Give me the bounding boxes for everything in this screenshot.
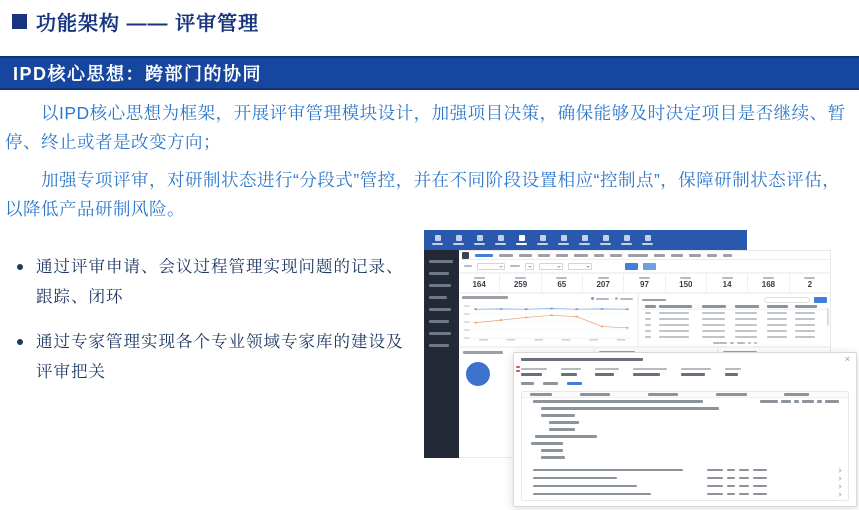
- field-value: [681, 373, 705, 376]
- modal-tabs: [521, 382, 849, 388]
- dashboard-sidebar: [424, 250, 459, 458]
- line-chart: [462, 302, 634, 342]
- field-label: [561, 368, 581, 370]
- tab[interactable]: [556, 254, 568, 257]
- value-text: [707, 469, 723, 472]
- legend-dot-icon: [591, 297, 594, 300]
- nav-item[interactable]: [558, 235, 569, 245]
- value-text: [753, 477, 767, 480]
- sidebar-item[interactable]: [429, 344, 449, 347]
- stat-card: [459, 274, 500, 292]
- nav-item-label: [432, 243, 443, 245]
- table-panel-header: [642, 296, 827, 304]
- app-icon: [540, 235, 546, 241]
- tab[interactable]: [707, 254, 717, 257]
- review-table-panel: [639, 294, 830, 346]
- value-text: [727, 469, 735, 472]
- sidebar-item[interactable]: [429, 320, 449, 323]
- pagination-item[interactable]: [737, 342, 745, 344]
- app-icon: [561, 235, 567, 241]
- app-icon: [645, 235, 651, 241]
- filter-select[interactable]: [477, 263, 505, 270]
- table-cell: [767, 312, 787, 314]
- modal-table-row[interactable]: [527, 482, 843, 490]
- modal-table-row[interactable]: [527, 490, 843, 498]
- modal-tree-line[interactable]: [527, 433, 843, 440]
- sidebar-item[interactable]: [429, 260, 453, 263]
- table-search-button[interactable]: [814, 297, 827, 303]
- modal-content-box: [521, 391, 849, 501]
- legend-item: [591, 297, 609, 300]
- app-icon: [519, 235, 525, 241]
- page-title-text: 功能架构 —— 评审管理: [36, 13, 260, 35]
- stat-label: [804, 277, 815, 279]
- mini-table: [642, 304, 827, 340]
- nav-item[interactable]: [516, 235, 527, 245]
- modal-titlebar: [521, 354, 850, 364]
- modal-tree-line[interactable]: [527, 419, 843, 426]
- bullet-dot-icon: [17, 339, 23, 345]
- table-cell: [702, 318, 725, 320]
- filter-select[interactable]: [525, 263, 534, 270]
- dashboard-screenshot: [424, 230, 857, 508]
- value-text: [739, 485, 749, 488]
- modal-tab[interactable]: [543, 382, 558, 385]
- app-icon: [498, 235, 504, 241]
- table-cell: [659, 312, 689, 314]
- nav-item-label: [558, 243, 569, 245]
- column-header: [784, 393, 809, 396]
- table-cell: [659, 336, 689, 338]
- modal-table-rows: [527, 466, 843, 498]
- required-flags: [516, 366, 520, 372]
- stat-card: [624, 274, 665, 292]
- modal-tree-line[interactable]: [527, 398, 843, 405]
- field-value: [725, 373, 738, 376]
- sidebar-item[interactable]: [429, 308, 451, 311]
- value-text: [739, 477, 749, 480]
- value-text: [753, 485, 767, 488]
- tab[interactable]: [654, 254, 665, 257]
- tab[interactable]: [671, 254, 683, 257]
- row-text: [533, 469, 683, 472]
- chevron-right-icon: [837, 468, 841, 472]
- modal-field: [595, 368, 619, 376]
- chevron-right-icon: [837, 492, 841, 496]
- value-text: [727, 477, 735, 480]
- stat-value: 168: [761, 280, 776, 289]
- table-cell: [767, 330, 787, 332]
- stat-label: [680, 277, 691, 279]
- table-cell: [795, 330, 815, 332]
- table-cell: [795, 336, 815, 338]
- stat-value: 150: [679, 280, 693, 289]
- stat-value: 2: [807, 280, 813, 289]
- field-label: [681, 368, 711, 370]
- modal-field: [633, 368, 667, 376]
- modal-table-row[interactable]: [527, 474, 843, 482]
- filter-label: [464, 265, 472, 267]
- modal-tab[interactable]: [521, 382, 534, 385]
- table-cell: [645, 324, 651, 326]
- modal-title: [521, 358, 643, 361]
- value-text: [817, 400, 822, 403]
- tree-line-text: [541, 449, 563, 452]
- table-cell: [659, 324, 689, 326]
- filter-label: [510, 265, 520, 267]
- stat-label: [515, 277, 526, 279]
- stat-card: [666, 274, 707, 292]
- pagination-item[interactable]: [713, 342, 727, 344]
- table-cell: [702, 336, 725, 338]
- pagination-item[interactable]: [754, 342, 757, 344]
- panel-title: [463, 351, 503, 354]
- table-cell: [735, 330, 758, 332]
- modal-tree-lines: [527, 398, 843, 461]
- tab[interactable]: [519, 254, 532, 257]
- modal-tree-line[interactable]: [527, 440, 843, 447]
- required-flag-icon: [516, 366, 520, 368]
- nav-item[interactable]: [621, 235, 632, 245]
- modal-tree-line[interactable]: [527, 405, 843, 412]
- modal-table-row[interactable]: [527, 466, 843, 474]
- intro-paragraph-1: 以IPD核心思想为框架，开展评审管理模块设计，加强项目决策，确保能够及时决定项目是否继续、暂停、终止或者是改变方向；: [5, 103, 846, 152]
- column-header: [735, 305, 759, 308]
- panel-title: [642, 299, 666, 302]
- row-text: [533, 485, 637, 488]
- row-values: [707, 485, 767, 488]
- table-scrollbar[interactable]: [827, 308, 829, 326]
- bullet-text-2: 通过专家管理实现各个专业领域专家库的建设及评审把关: [36, 333, 404, 381]
- tree-line-text: [535, 435, 597, 438]
- stat-label: [556, 277, 567, 279]
- dashboard-filter-row: [459, 260, 830, 272]
- value-text: [760, 400, 778, 403]
- stat-card: [748, 274, 789, 292]
- modal-tree-line[interactable]: [527, 412, 843, 419]
- row-values: [707, 477, 767, 480]
- nav-item[interactable]: [642, 235, 653, 245]
- sidebar-item[interactable]: [429, 296, 447, 299]
- legend-item: [615, 297, 633, 300]
- filter-select[interactable]: [539, 263, 563, 270]
- tab[interactable]: [723, 254, 732, 257]
- stat-value: 65: [557, 280, 567, 289]
- modal-tree-line[interactable]: [527, 454, 843, 461]
- nav-item-label: [453, 243, 464, 245]
- column-header: [702, 305, 726, 308]
- column-header: [530, 393, 552, 396]
- nav-item[interactable]: [453, 235, 464, 245]
- tree-line-text: [549, 428, 575, 431]
- modal-fields: [521, 368, 849, 376]
- dashboard-stats-row: [459, 274, 830, 292]
- nav-item[interactable]: [432, 235, 443, 245]
- app-icon: [624, 235, 630, 241]
- nav-item-label: [537, 243, 548, 245]
- row-text: [533, 493, 651, 496]
- nav-item[interactable]: [579, 235, 590, 245]
- table-cell: [702, 330, 725, 332]
- app-icon: [603, 235, 609, 241]
- section-banner: IPD核心思想：跨部门的协同: [0, 56, 859, 90]
- stat-card: [500, 274, 541, 292]
- column-header: [767, 305, 788, 308]
- value-text: [753, 469, 767, 472]
- column-header: [659, 305, 691, 308]
- value-text: [707, 477, 723, 480]
- chevron-down-icon: [557, 266, 561, 268]
- field-value: [595, 373, 614, 376]
- required-flag-icon: [516, 370, 520, 372]
- app-icon: [435, 235, 441, 241]
- app-icon: [477, 235, 483, 241]
- value-text: [825, 400, 839, 403]
- donut-chart: [466, 362, 490, 386]
- filter-select[interactable]: [568, 263, 592, 270]
- dashboard-mid-row: [459, 294, 830, 346]
- tab[interactable]: [594, 254, 604, 257]
- tab[interactable]: [538, 254, 550, 257]
- table-cell: [645, 336, 651, 338]
- stat-value: 14: [722, 280, 732, 289]
- nav-item-label: [600, 243, 611, 245]
- table-search-input[interactable]: [764, 297, 810, 303]
- modal-tree-line[interactable]: [527, 426, 843, 433]
- stat-card: [707, 274, 748, 292]
- field-label: [633, 368, 667, 370]
- tab[interactable]: [689, 254, 701, 257]
- table-cell: [767, 336, 787, 338]
- nav-item[interactable]: [495, 235, 506, 245]
- tab[interactable]: [610, 254, 622, 257]
- value-text: [794, 400, 799, 403]
- filter-button[interactable]: [643, 263, 656, 270]
- nav-item-label: [516, 243, 527, 245]
- chart-legend: [591, 297, 633, 300]
- nav-item-label: [621, 243, 632, 245]
- stat-label: [639, 277, 650, 279]
- feature-bullets: [12, 252, 414, 402]
- bullet-text-1: 通过评审申请、会议过程管理实现问题的记录、跟踪、闭环: [36, 258, 404, 306]
- field-value: [561, 373, 577, 376]
- value-text: [781, 400, 791, 403]
- value-text: [739, 493, 749, 496]
- modal-tree-line[interactable]: [527, 447, 843, 454]
- value-text: [753, 493, 767, 496]
- chevron-down-icon: [499, 266, 503, 268]
- value-text: [727, 493, 735, 496]
- field-label: [725, 368, 741, 370]
- table-cell: [702, 324, 725, 326]
- tab[interactable]: [574, 254, 588, 257]
- table-cell: [645, 312, 651, 314]
- table-cell: [735, 312, 758, 314]
- modal-field: [561, 368, 581, 376]
- tab[interactable]: [499, 254, 513, 257]
- sidebar-item[interactable]: [429, 332, 451, 335]
- table-cell: [645, 318, 651, 320]
- stat-card: [542, 274, 583, 292]
- table-cell: [795, 312, 815, 314]
- nav-item[interactable]: [474, 235, 485, 245]
- menu-icon[interactable]: [462, 252, 469, 259]
- bullet-dot-icon: [17, 264, 23, 270]
- table-cell: [702, 312, 725, 314]
- panel-title: [462, 296, 508, 299]
- legend-dot-icon: [615, 297, 618, 300]
- nav-item-label: [495, 243, 506, 245]
- value-text: [727, 485, 735, 488]
- tab[interactable]: [475, 254, 493, 257]
- table-cell: [735, 318, 758, 320]
- stat-card: [790, 274, 830, 292]
- filter-button[interactable]: [625, 263, 638, 270]
- dashboard-tabs-row: [459, 251, 830, 260]
- field-value: [521, 373, 542, 376]
- table-cell: [795, 318, 815, 320]
- line-chart-panel: [459, 294, 637, 346]
- tree-line-text: [531, 442, 563, 445]
- nav-item-label: [579, 243, 590, 245]
- table-cell: [795, 324, 815, 326]
- stat-label: [474, 277, 485, 279]
- field-value: [633, 373, 660, 376]
- modal-tab[interactable]: [567, 382, 582, 385]
- page-title: [12, 7, 259, 36]
- table-cell: [645, 330, 651, 332]
- stat-value: 97: [640, 280, 649, 289]
- value-text: [802, 400, 814, 403]
- tree-line-text: [549, 421, 579, 424]
- bullet-item-1: [12, 252, 414, 312]
- stat-card: [583, 274, 624, 292]
- value-text: [707, 485, 723, 488]
- nav-item-label: [642, 243, 653, 245]
- title-square-icon: [12, 14, 27, 29]
- bullet-item-2: [12, 327, 414, 387]
- chevron-down-icon: [528, 266, 532, 268]
- value-text: [707, 493, 723, 496]
- field-label: [595, 368, 619, 370]
- modal-field: [681, 368, 711, 376]
- tab[interactable]: [628, 254, 648, 257]
- stat-value: 259: [513, 280, 528, 289]
- tree-line-text: [541, 456, 565, 459]
- sidebar-item[interactable]: [429, 284, 451, 287]
- chevron-down-icon: [586, 266, 590, 268]
- intro-paragraphs: [0, 99, 859, 233]
- legend-label: [620, 298, 633, 300]
- stat-value: 207: [596, 280, 610, 289]
- tree-line-text: [541, 414, 575, 417]
- table-cell: [735, 324, 758, 326]
- pagination-item[interactable]: [748, 342, 751, 344]
- modal-field: [725, 368, 741, 376]
- table-cell: [659, 318, 689, 320]
- nav-item[interactable]: [600, 235, 611, 245]
- column-header: [648, 393, 679, 396]
- legend-label: [596, 298, 609, 300]
- intro-paragraph-2: 加强专项评审，对研制状态进行“分段式”管控，并在不同阶段设置相应“控制点”，保障研制状态评估，以降低产品研制风险。: [5, 170, 841, 219]
- tree-line-text: [533, 400, 703, 403]
- value-text: [739, 469, 749, 472]
- pagination-item[interactable]: [730, 342, 734, 344]
- table-cell: [735, 336, 758, 338]
- column-header: [580, 393, 611, 396]
- modal-field: [521, 368, 547, 376]
- app-icon: [456, 235, 462, 241]
- row-text: [533, 477, 617, 480]
- table-pagination[interactable]: [642, 340, 827, 346]
- stat-label: [722, 277, 733, 279]
- app-icon: [582, 235, 588, 241]
- column-header: [795, 305, 816, 308]
- column-header: [716, 393, 747, 396]
- table-cell: [767, 318, 787, 320]
- dashboard-topnav: [424, 230, 747, 250]
- row-values: [707, 493, 767, 496]
- field-label: [521, 368, 547, 370]
- chevron-right-icon: [837, 476, 841, 480]
- stat-label: [598, 277, 609, 279]
- row-values: [707, 469, 767, 472]
- close-icon[interactable]: ×: [844, 354, 850, 364]
- stat-label: [763, 277, 774, 279]
- column-header: [645, 305, 656, 308]
- tree-line-text: [541, 407, 719, 410]
- table-cell: [659, 330, 689, 332]
- nav-item-label: [474, 243, 485, 245]
- table-cell: [767, 324, 787, 326]
- sidebar-item[interactable]: [429, 272, 449, 275]
- stat-value: 164: [472, 280, 486, 289]
- line-values: [760, 400, 839, 403]
- chevron-right-icon: [837, 484, 841, 488]
- nav-item[interactable]: [537, 235, 548, 245]
- review-detail-modal: [513, 352, 857, 507]
